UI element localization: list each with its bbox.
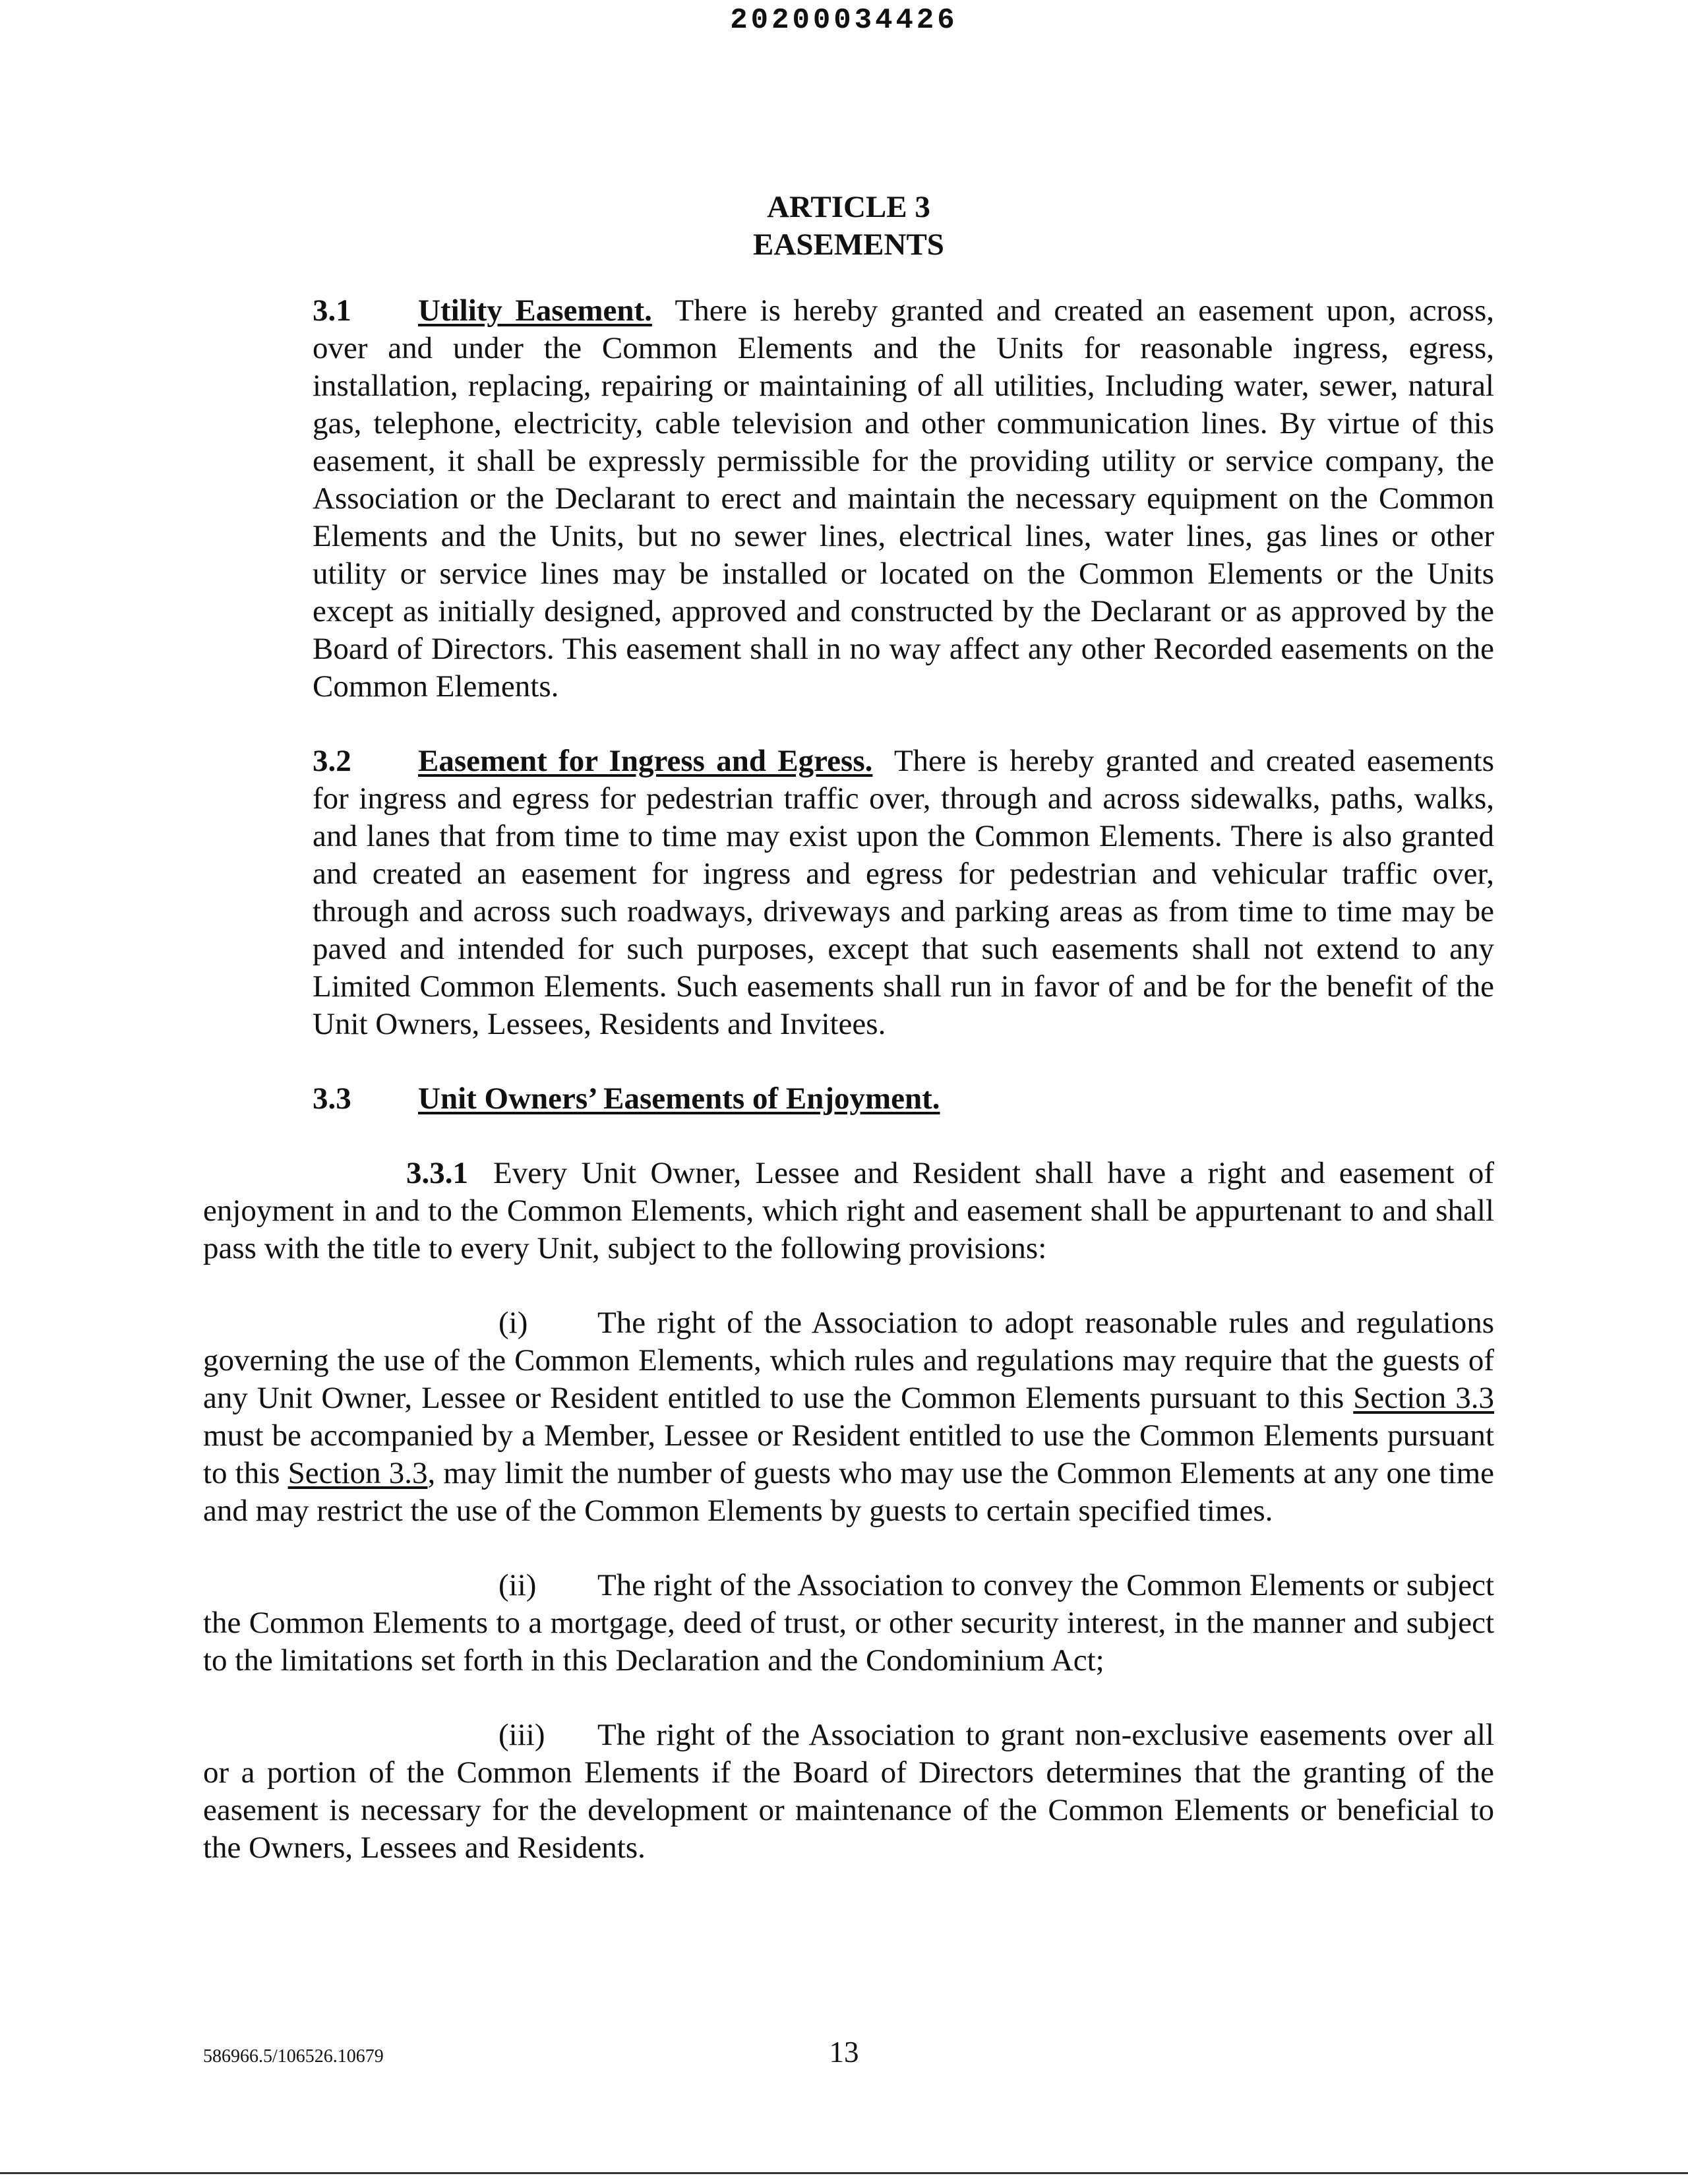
provision-i <box>203 1304 1494 1530</box>
section-number: 3.2 <box>313 744 351 778</box>
section-text: There is hereby granted and created an easement upon, across, over and under the Common Elements and the Units for reasonable ingress, egress, installation, replacing, repairing or maintaining of all utilities, Including water, sewer, natural gas, telephone, electricity, cable television and other communication lines. By virtue of this easement, it shall be expressly permissible for the providing utility or service company, the Association or the Declarant to erect and maintain the necessary equipment on the Common Elements and the Units, but no sewer lines, electrical lines, water lines, gas lines or other utility or service lines may be installed or located on the Common Elements or the Units except as initially designed, approved and constructed by the Declarant or as approved by the Board of Directors. This easement shall in no way affect any other Recorded easements on the Common Elements. <box>313 293 1494 704</box>
document-body <box>203 189 1494 1904</box>
provision-numeral: (iii) <box>498 1718 545 1752</box>
page-number: 13 <box>829 2036 859 2069</box>
section-title: Easement for Ingress and Egress. <box>418 744 873 778</box>
section-number: 3.1 <box>313 293 351 328</box>
provision-text: The right of the Association to grant non-exclusive easements over all or a portion of the Common Elements if the Board of Directors determines that the granting of the easement is necessary for the development or maintenance of the Common Elements or beneficial to the Owners, Lessees and Residents. <box>203 1718 1494 1865</box>
provision-text: The right of the Association to convey the Common Elements or subject the Common Elements to a mortgage, deed of trust, or other security interest, in the manner and subject to the limitations set forth in this Declaration and the Condominium Act; <box>203 1568 1494 1678</box>
section-reference-link: Section 3.3 <box>287 1456 428 1490</box>
bottom-divider <box>0 2172 1688 2174</box>
recording-number: 20200034426 <box>730 4 958 37</box>
provision-text: must be accompanied by a Member, Lessee or Resident entitled to use the Common Elements pursuant to this <box>203 1418 1494 1490</box>
section-3-3 <box>203 1080 1494 1118</box>
section-text: There is hereby granted and created easements for ingress and egress for pedestrian traffic over, through and across sidewalks, paths, walks, and lanes that from time to time may exist upon the Common Elements. There is also granted and created an easement for ingress and egress for pedestrian and vehicular traffic over, through and across such roadways, driveways and parking areas as from time to time may be paved and intended for such purposes, except that such easements shall not extend to any Limited Common Elements. Such easements shall run in favor of and be for the benefit of the Unit Owners, Lessees, Residents and Invitees. <box>313 744 1494 1041</box>
section-reference-link: Section 3.3 <box>1353 1381 1494 1415</box>
provision-iii <box>203 1716 1494 1867</box>
provision-text: The right of the Association to adopt reasonable rules and regulations governing the use of the Common Elements, which rules and regulations may require that the guests of any Unit Owner, Lessee or Resident entitled to use the Common Elements pursuant to this <box>203 1306 1494 1415</box>
section-number: 3.3.1 <box>406 1156 468 1190</box>
section-3-3-1 <box>203 1155 1494 1267</box>
provision-numeral: (ii) <box>498 1568 537 1602</box>
article-number: ARTICLE 3 <box>767 190 930 224</box>
section-title: Utility Easement. <box>418 293 652 328</box>
section-text: Every Unit Owner, Lessee and Resident shall have a right and easement of enjoyment in and to the Common Elements, which right and easement shall be appurtenant to and shall pass with the title to every Unit, subject to the following provisions: <box>203 1156 1494 1265</box>
article-title: EASEMENTS <box>753 228 944 262</box>
section-title: Unit Owners’ Easements of Enjoyment. <box>418 1081 940 1116</box>
provision-ii <box>203 1567 1494 1680</box>
section-3-1 <box>203 292 1494 706</box>
article-heading <box>203 189 1494 264</box>
section-3-2 <box>203 743 1494 1043</box>
footer-document-id: 586966.5/106526.10679 <box>203 2046 384 2067</box>
section-number: 3.3 <box>313 1081 351 1116</box>
provision-text: , may limit the number of guests who may use the Common Elements at any one time and may restrict the use of the Common Elements by guests to certain specified times. <box>203 1456 1494 1528</box>
provision-numeral: (i) <box>498 1306 528 1340</box>
